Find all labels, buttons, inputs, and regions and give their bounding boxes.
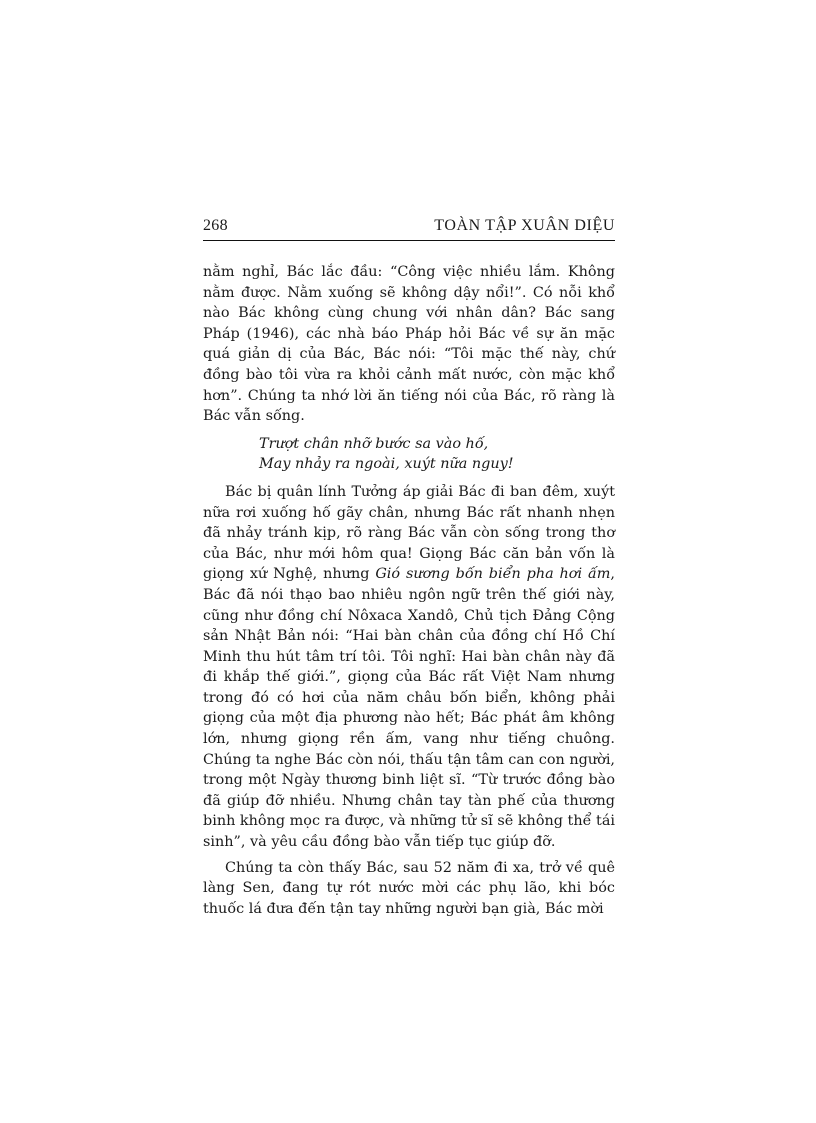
paragraph-2-part-1: Bác bị quân lính Tưởng áp giải Bác đi ban đêm, xuýt nữa rơi xuống hố gãy chân, nhưng Bác rất nhanh nhẹn đã nhảy tránh kịp, rõ ràng Bác vẫn còn sống trong thơ của Bác, như mới hôm qua! Giọng Bác căn bản vốn là giọng xứ Nghệ, nhưng <box>203 483 615 583</box>
body-text <box>203 262 615 919</box>
book-title: TOÀN TẬP XUÂN DIỆU <box>434 217 615 234</box>
paragraph-2-italic-title: Gió sương bốn biển pha hơi ấm <box>375 566 611 583</box>
verse-line-2: May nhảy ra ngoài, xuýt nữa nguy! <box>259 456 514 473</box>
paragraph-2 <box>203 482 615 853</box>
paragraph-1: nằm nghỉ, Bác lắc đầu: “Công việc nhiều lắm. Không nằm được. Nằm xuống sẽ không dậy nổi!”. Có nỗi khổ nào Bác không cùng chung với nhân dân? Bác sang Pháp (1946), các nhà báo Pháp hỏi Bác về sự ăn mặc quá giản dị của Bác, Bác nói: “Tôi mặc thế này, chứ đồng bào tôi vừa ra khỏi cảnh mất nước, còn mặc khổ hơn”. Chúng ta nhớ lời ăn tiếng nói của Bác, rõ ràng là Bác vẫn sống. <box>203 264 615 425</box>
verse-quote <box>259 434 615 475</box>
page-number: 268 <box>203 217 228 234</box>
paragraph-2-part-2: , Bác đã nói thạo bao nhiêu ngôn ngữ trên thế giới này, cũng như đồng chí Nôxaca Xandô, Chủ tịch Đảng Cộng sản Nhật Bản nói: “Hai bàn chân của đồng chí Hồ Chí Minh thu hút tâm trí tôi. Tôi nghĩ: Hai bàn chân này đã đi khắp thế giới.”, giọng của Bác rất Việt Nam nhưng trong đó có hơi của năm châu bốn biển, không phải giọng của một địa phương nào hết; Bác phát âm không lớn, nhưng giọng rền ấm, vang như tiếng chuông. Chúng ta nghe Bác còn nói, thấu tận tâm can con người, trong một Ngày thương binh liệt sĩ. “Từ trước đồng bào đã giúp đỡ nhiều. Nhưng chân tay tàn phế của thương binh không mọc ra được, và những tử sĩ sẽ không thể tái sinh”, và yêu cầu đồng bào vẫn tiếp tục giúp đỡ. <box>203 566 615 851</box>
running-head <box>203 214 615 241</box>
verse-line-1: Trượt chân nhỡ bước sa vào hố, <box>259 435 489 452</box>
paragraph-3: Chúng ta còn thấy Bác, sau 52 năm đi xa, trở về quê làng Sen, đang tự rót nước mời các phụ lão, khi bóc thuốc lá đưa đến tận tay những người bạn già, Bác mời <box>203 859 615 917</box>
